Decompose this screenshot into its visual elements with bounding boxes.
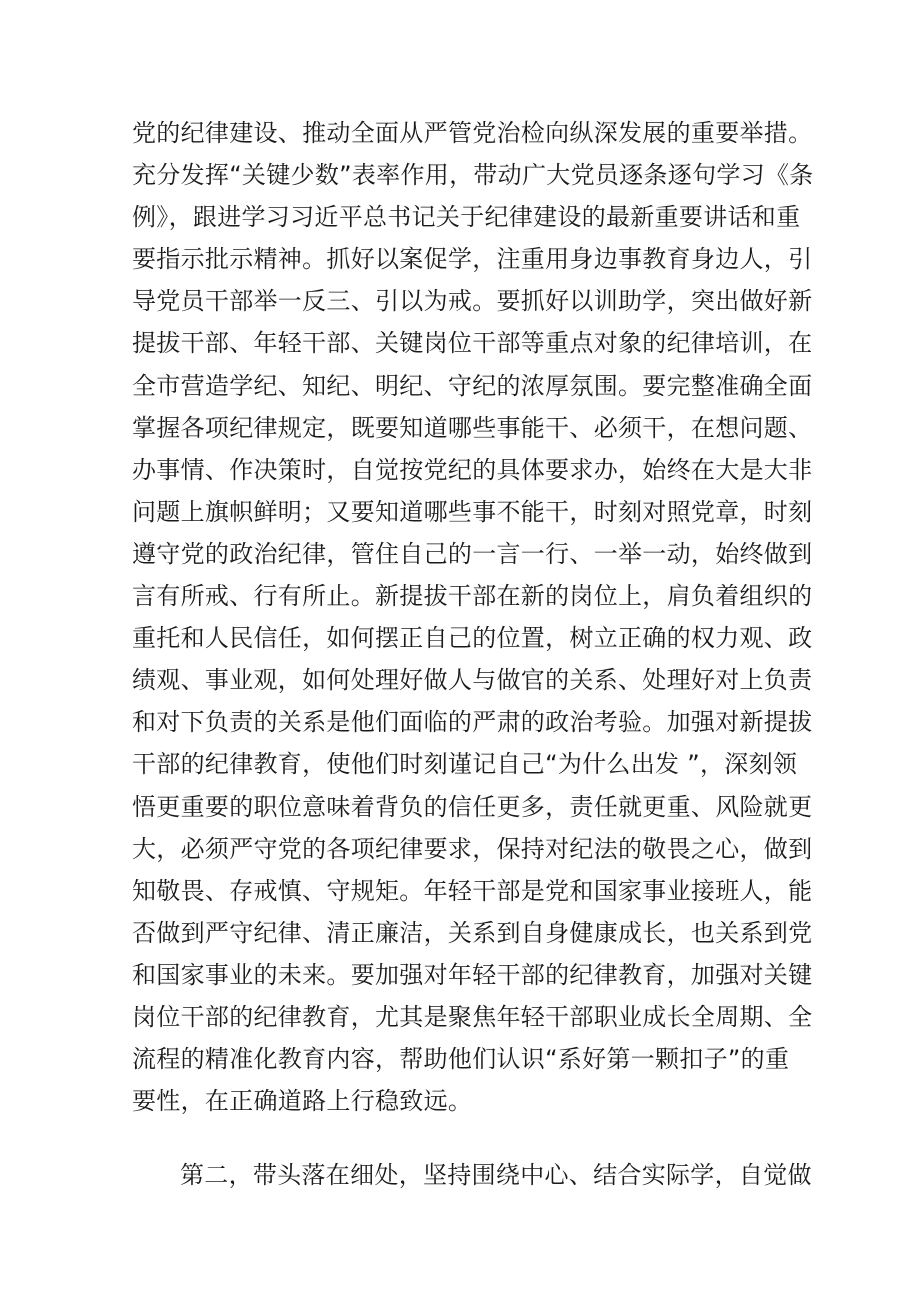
- body-paragraph: [132, 1154, 812, 1196]
- text-line: 例》，跟进学习习近平总书记关于纪律建设的最新重要讲话和重: [132, 203, 801, 232]
- text-line: 绩观、事业观，如何处理好做人与做官的关系、处理好对上负责: [132, 666, 813, 695]
- text-line: 掌握各项纪律规定，既要知道哪些事能干、必须干，在想问题、: [132, 413, 813, 442]
- text-line: 办事情、作决策时，自觉按党纪的具体要求办，始终在大是大非: [132, 455, 813, 484]
- text-line: 要指示批示精神。抓好以案促学，注重用身边事教育身边人，引: [132, 245, 813, 274]
- text-line: 悟更重要的职位意味着背负的信任更多，责任就更重、风险就更: [132, 792, 813, 821]
- body-paragraph: [132, 112, 814, 1122]
- text-line: 遵守党的政治纪律，管住自己的一言一行、一举一动，始终做到: [132, 539, 813, 568]
- text-line: 流程的精准化教育内容，帮助他们认识“系好第一颗扣子”的重: [132, 1045, 790, 1074]
- text-line: 大，必须严守党的各项纪律要求，保持对纪法的敬畏之心，做到: [132, 834, 813, 863]
- text-line: 否做到严守纪律、清正廉洁，关系到自身健康成长，也关系到党: [132, 918, 813, 947]
- text-line: 全市营造学纪、知纪、明纪、守纪的浓厚氛围。要完整准确全面: [132, 371, 813, 400]
- text-line: 要性，在正确道路上行稳致远。: [132, 1087, 473, 1116]
- text-line: 和国家事业的未来。要加强对年轻干部的纪律教育，加强对关键: [132, 960, 813, 989]
- text-line: 和对下负责的关系是他们面临的严肃的政治考验。加强对新提拔: [132, 708, 813, 737]
- text-line: 第二，带头落在细处，坚持围绕中心、结合实际学，自觉做: [180, 1161, 812, 1189]
- text-line: 充分发挥“关键少数”表率作用，带动广大党员逐条逐句学习《条: [132, 161, 814, 190]
- text-line: 干部的纪律教育，使他们时刻谨记自己“为什么出发 ”，深刻领: [132, 750, 798, 779]
- text-line: 重托和人民信任，如何摆正自己的位置，树立正确的权力观、政: [132, 624, 813, 653]
- text-line: 知敬畏、存戒慎、守规矩。年轻干部是党和国家事业接班人，能: [132, 876, 813, 905]
- text-line: 问题上旗帜鲜明；又要知道哪些事不能干，时刻对照党章，时刻: [132, 497, 813, 526]
- text-line: 言有所戒、行有所止。新提拔干部在新的岗位上，肩负着组织的: [132, 582, 813, 611]
- text-line: 岗位干部的纪律教育，尤其是聚焦年轻干部职业成长全周期、全: [132, 1002, 813, 1031]
- text-line: 导党员干部举一反三、引以为戒。要抓好以训助学，突出做好新: [132, 287, 813, 316]
- text-line: 党的纪律建设、推动全面从严管党治检向纵深发展的重要举措。: [132, 119, 813, 147]
- text-line: 提拔干部、年轻干部、关键岗位干部等重点对象的纪律培训，在: [132, 329, 813, 358]
